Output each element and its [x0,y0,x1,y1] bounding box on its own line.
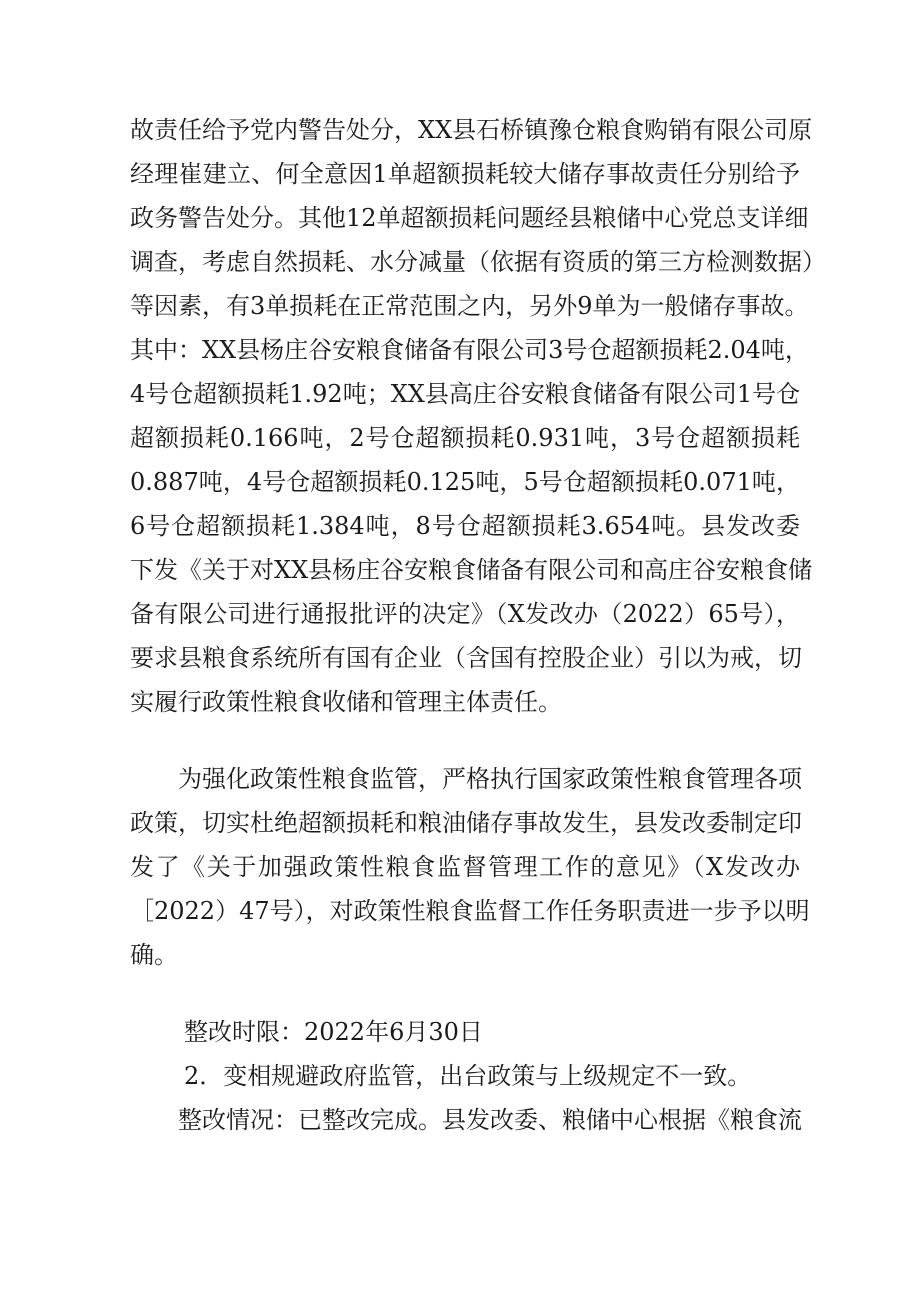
paragraph-2-line: 发了《关于加强政策性粮食监督管理工作的意见》（X发改办 [130,853,800,881]
paragraph-1-line: 6号仓超额损耗1.384吨，8号仓超额损耗3.654吨。县发改委 [130,512,800,540]
paragraph-1-line: 实履行政策性粮食收储和管理主体责任。 [130,688,562,716]
paragraph-1-line: 0.887吨，4号仓超额损耗0.125吨，5号仓超额损耗0.071吨， [130,468,800,496]
rectification-deadline: 整改时限：2022年6月30日 [184,1018,483,1046]
paragraph-1-line: 4号仓超额损耗1.92吨；XX县高庄谷安粮食储备有限公司1号仓 [130,380,801,408]
paragraph-2-line: 政策，切实杜绝超额损耗和粮油储存事故发生，县发改委制定印 [130,809,802,837]
paragraph-1-line: 调查，考虑自然损耗、水分减量（依据有资质的第三方检测数据） [130,248,826,276]
paragraph-1-line: 经理崔建立、何全意因1单超额损耗较大储存事故责任分别给予 [130,160,800,188]
item-2-title: 2．变相规避政府监管，出台政策与上级规定不一致。 [184,1062,752,1090]
paragraph-1-line: 故责任给予党内警告处分，XX县石桥镇豫仓粮食购销有限公司原 [130,116,813,144]
paragraph-2-line: ［2022）47号），对政策性粮食监督工作任务职责进一步予以明 [130,897,810,925]
paragraph-1-line: 下发《关于对XX县杨庄谷安粮食储备有限公司和高庄谷安粮食储 [130,556,813,584]
item-2-status: 整改情况：已整改完成。县发改委、粮储中心根据《粮食流 [178,1106,802,1134]
paragraph-1-line: 其中：XX县杨庄谷安粮食储备有限公司3号仓超额损耗2.04吨， [130,336,809,364]
paragraph-1-line: 等因素，有3单损耗在正常范围之内，另外9单为一般储存事故。 [130,292,809,320]
paragraph-1-line: 要求县粮食系统所有国有企业（含国有控股企业）引以为戒，切 [130,644,802,672]
paragraph-2-line: 为强化政策性粮食监管，严格执行国家政策性粮食管理各项 [178,765,802,793]
paragraph-1-line: 政务警告处分。其他12单超额损耗问题经县粮储中心党总支详细 [130,204,809,232]
paragraph-2-line: 确。 [130,941,178,969]
paragraph-1-line: 超额损耗0.166吨，2号仓超额损耗0.931吨，3号仓超额损耗 [130,424,800,452]
paragraph-1-line: 备有限公司进行通报批评的决定》（X发改办（2022）65号）， [130,600,800,628]
